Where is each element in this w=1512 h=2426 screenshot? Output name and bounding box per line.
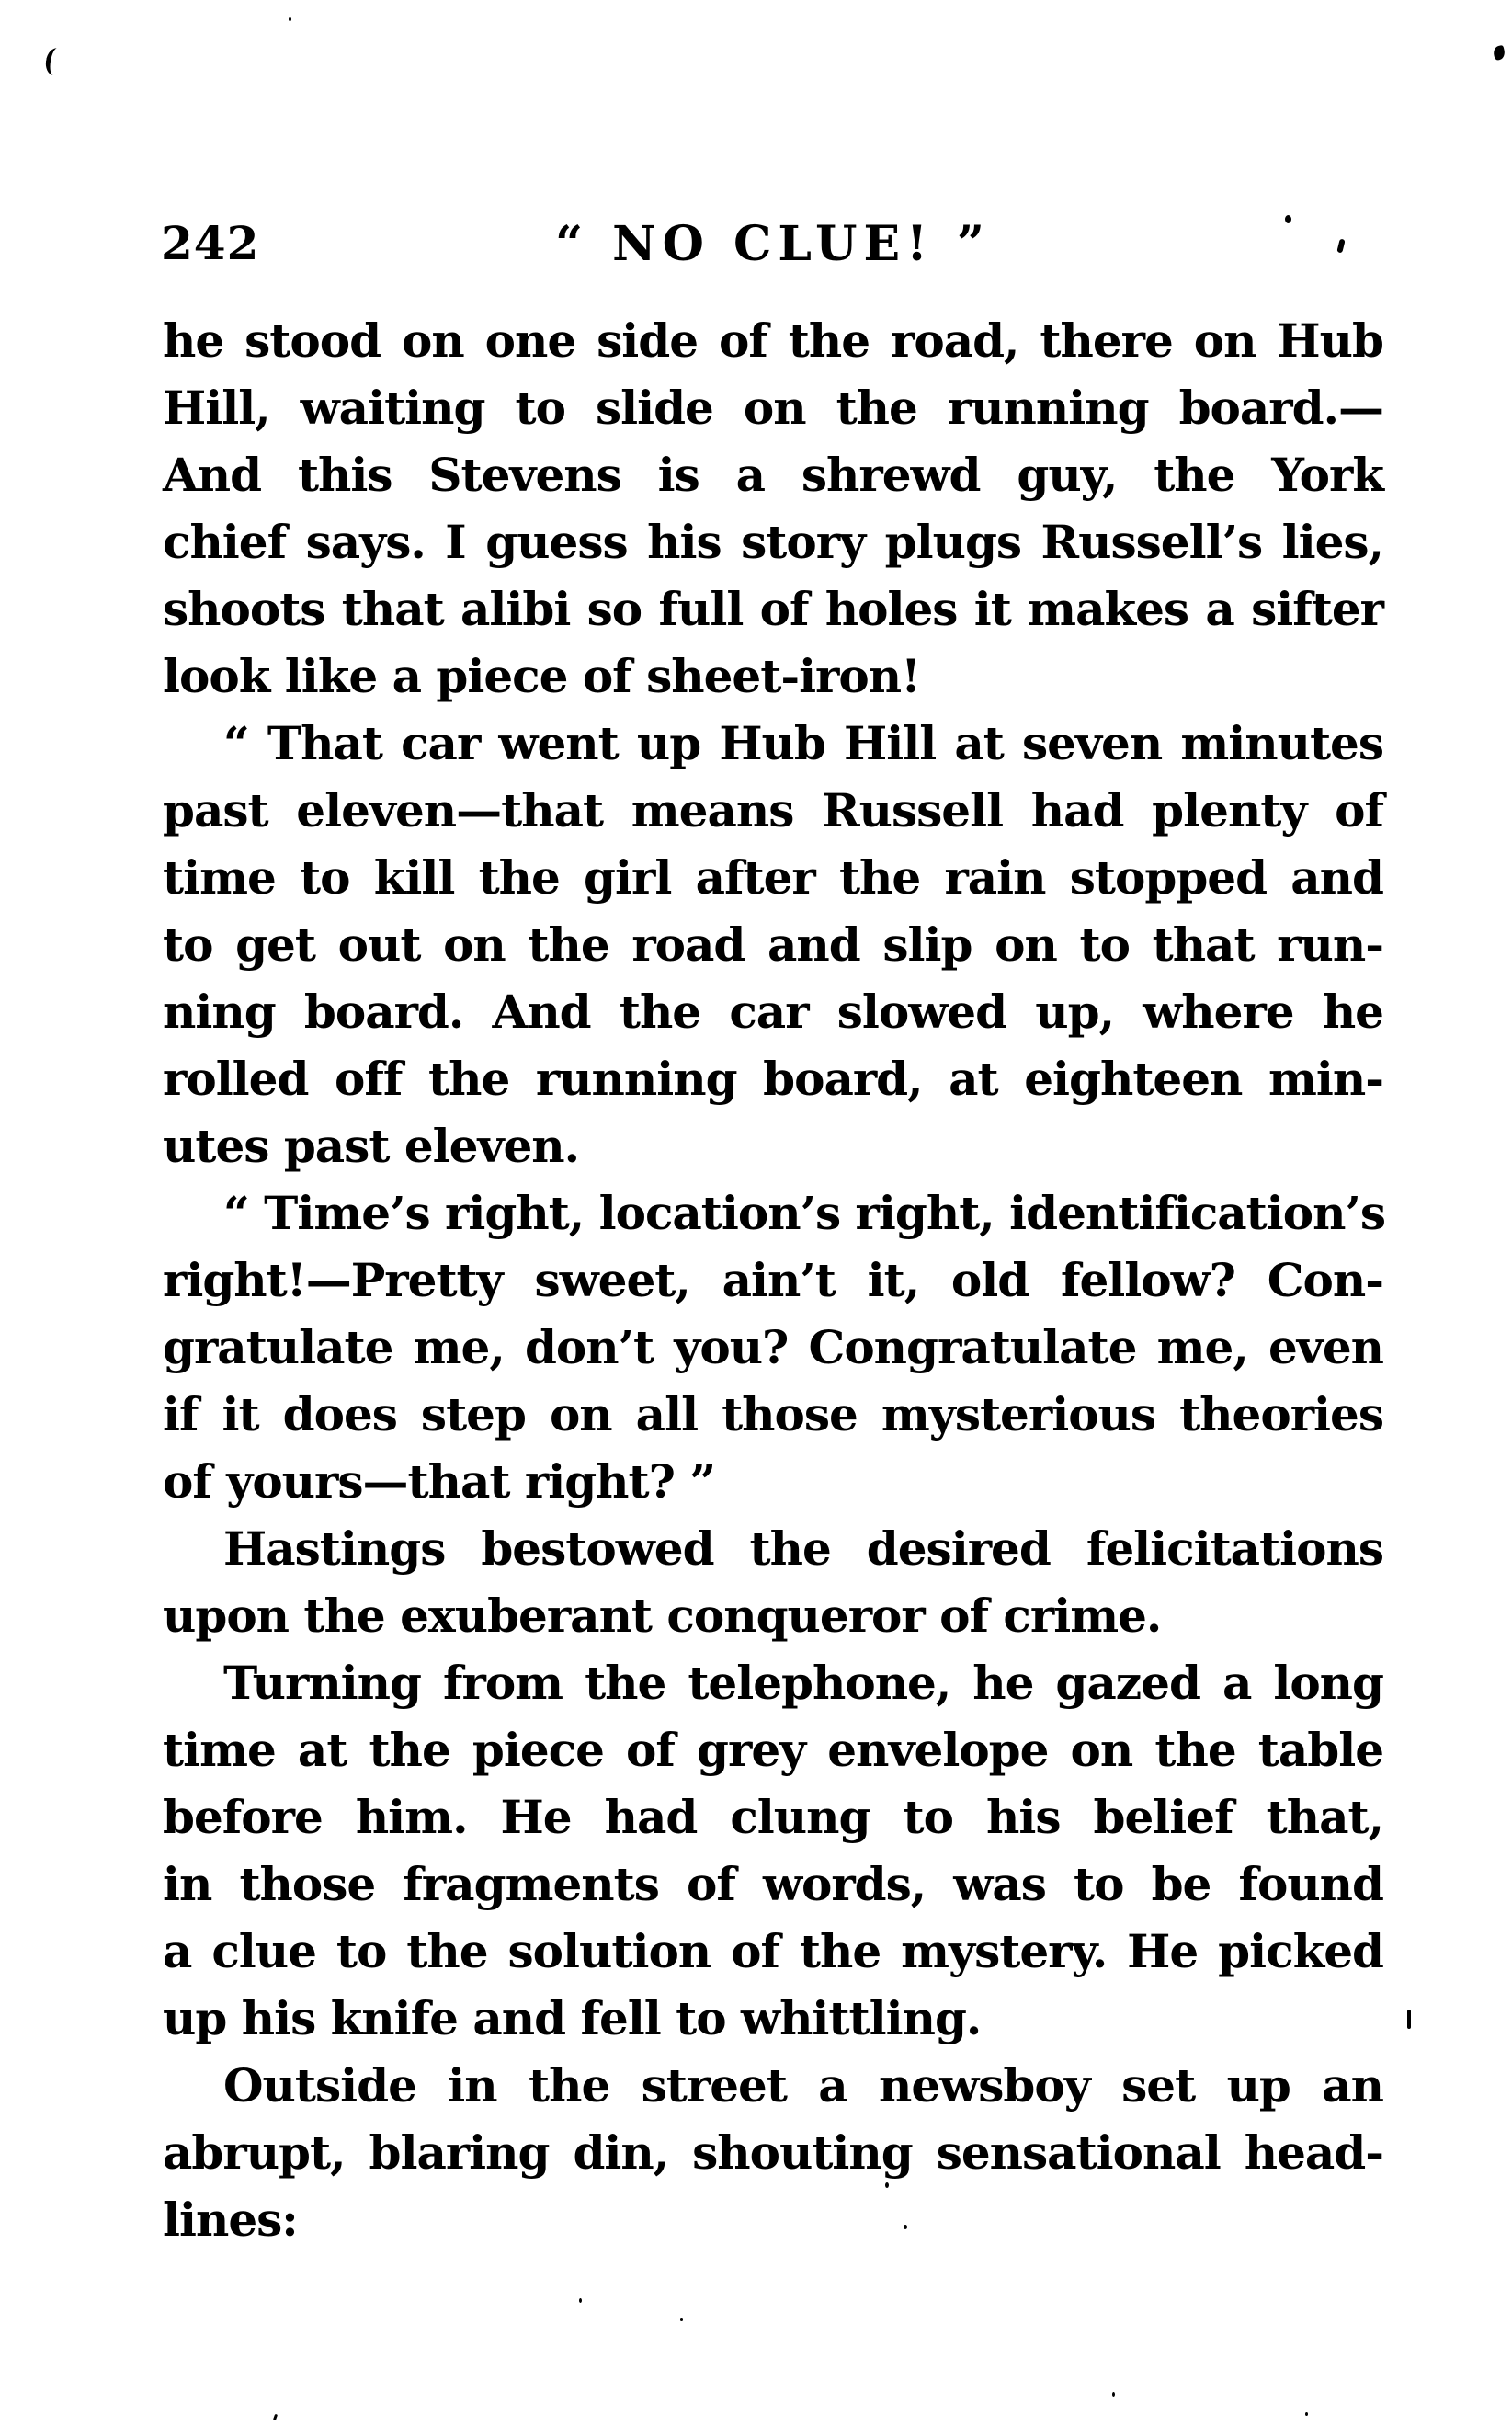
paragraph: [163, 1649, 1383, 2052]
ink-speckle: [289, 17, 291, 21]
page-number: 242: [161, 216, 260, 270]
text-line: of yours—that right? ”: [163, 1454, 716, 1509]
text-line: right!—Pretty sweet, ain’t it, old fellow? Con-: [163, 1253, 1383, 1307]
text-line: chief says. I guess his story plugs Russell’s lies,: [163, 515, 1383, 569]
text-line: look like a piece of sheet-iron!: [163, 649, 921, 703]
paragraph: [163, 1179, 1386, 1515]
text-line: he stood on one side of the road, there on Hub: [163, 313, 1383, 368]
ink-speckle: [1112, 2392, 1115, 2397]
text-line: up his knife and fell to whittling.: [163, 1991, 982, 2045]
ink-speckle: [579, 2298, 582, 2303]
page-title: “ NO CLUE! ”: [555, 216, 991, 272]
text-line: utes past eleven.: [163, 1119, 580, 1173]
text-line: Turning from the telephone, he gazed a long: [223, 1656, 1383, 1710]
ink-speckle: [680, 2318, 683, 2321]
text-line: gratulate me, don’t you? Congratulate me, even: [163, 1320, 1383, 1374]
text-line: in those fragments of words, was to be found: [163, 1857, 1383, 1911]
text-line: a clue to the solution of the mystery. He picked: [163, 1924, 1383, 1978]
ink-speckle: [1493, 45, 1506, 61]
text-line: shoots that alibi so full of holes it makes a sifter: [163, 582, 1383, 636]
text-line: abrupt, blaring din, shouting sensational head-: [163, 2125, 1383, 2180]
text-line: upon the exuberant conqueror of crime.: [163, 1589, 1162, 1643]
paragraph: [163, 307, 1383, 710]
ink-speckle: [1407, 2010, 1411, 2029]
ink-speckle: [273, 2414, 278, 2421]
text-line: before him. He had clung to his belief that,: [163, 1790, 1383, 1844]
text-line: time at the piece of grey envelope on the table: [163, 1723, 1383, 1777]
text-line: past eleven—that means Russell had plenty of: [163, 783, 1383, 837]
text-line: And this Stevens is a shrewd guy, the York: [163, 448, 1383, 502]
ink-speckle: [904, 2225, 907, 2229]
ink-speckle: [44, 47, 63, 76]
ink-speckle: [1305, 2412, 1308, 2416]
text-line: if it does step on all those mysterious theories: [163, 1387, 1383, 1441]
text-line: time to kill the girl after the rain stopped and: [163, 850, 1383, 905]
text-line: Hastings bestowed the desired felicitations: [223, 1521, 1383, 1576]
text-line: lines:: [163, 2193, 298, 2247]
body-text: [163, 307, 1386, 2253]
text-line: Outside in the street a newsboy set up an: [223, 2058, 1383, 2113]
text-line: ning board. And the car slowed up, where he: [163, 985, 1383, 1039]
text-line: to get out on the road and slip on to that run-: [163, 917, 1383, 972]
text-line: “ That car went up Hub Hill at seven minutes: [223, 716, 1383, 770]
text-line: Hill, waiting to slide on the running board.—: [163, 381, 1383, 435]
ink-speckle: [1285, 215, 1291, 223]
text-line: “ Time’s right, location’s right, identification’s: [223, 1186, 1386, 1240]
paragraph: [163, 710, 1383, 1179]
text-line: rolled off the running board, at eighteen min-: [163, 1052, 1383, 1106]
ink-speckle: [885, 2182, 889, 2188]
paragraph: [163, 2052, 1383, 2253]
paragraph: [163, 1515, 1383, 1649]
